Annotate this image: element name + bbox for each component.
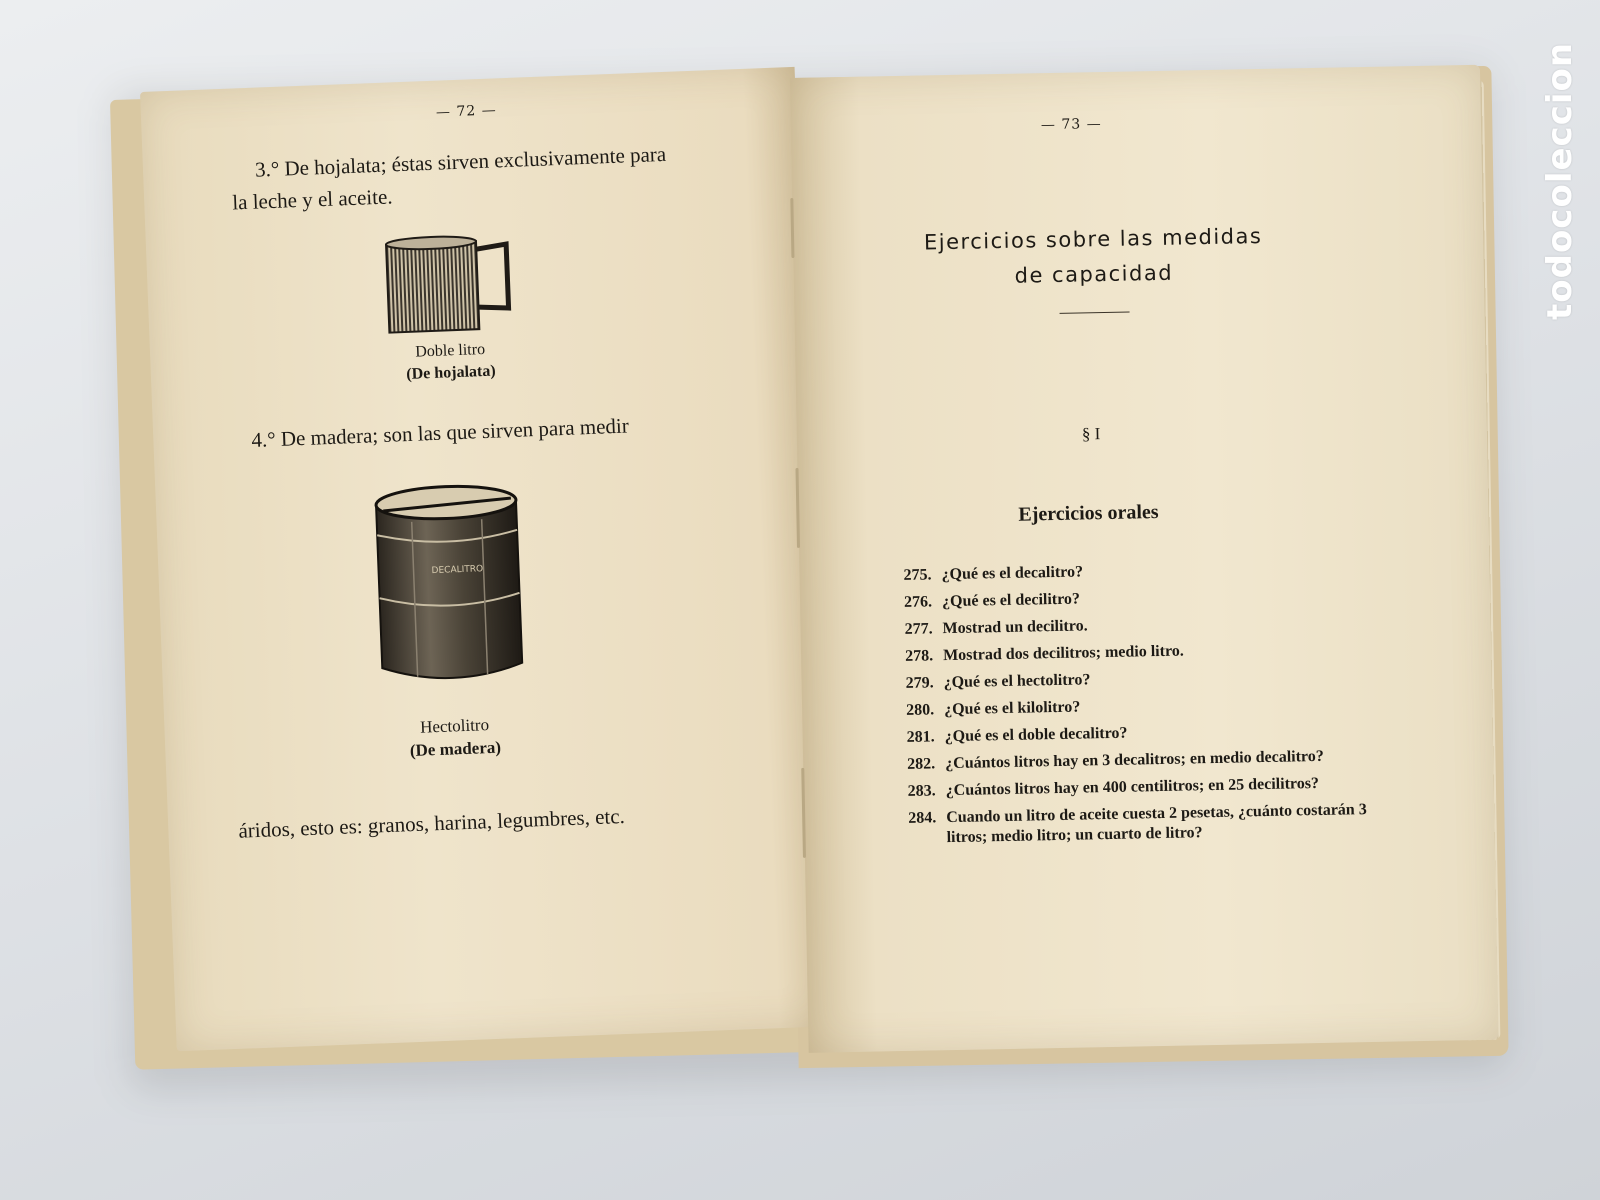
- exercise-text: ¿Cuántos litros hay en 3 decalitros; en medio decalitro?: [945, 747, 1324, 773]
- exercise-number: 284.: [908, 809, 937, 827]
- exercise-text: ¿Qué es el decalitro?: [941, 563, 1084, 584]
- tin-mug-illustration: [378, 228, 522, 343]
- fig2-caption-1: Hectolitro: [419, 715, 490, 737]
- fig2-caption-2: (De madera): [409, 737, 502, 761]
- closing-line: áridos, esto es: granos, harina, legumbres, etc.: [237, 803, 626, 843]
- exercise-text: Mostrad dos decilitros; medio litro.: [942, 642, 1184, 665]
- barrel-stamp: DECALITRO: [431, 564, 484, 577]
- list-item: [870, 611, 1390, 641]
- exercise-text: ¿Qué es el kilolitro?: [943, 698, 1081, 719]
- chapter-title-line-1: Ejercicios sobre las medidas: [923, 223, 1263, 255]
- exercise-number: 283.: [907, 782, 936, 800]
- binding-thread: [795, 468, 800, 548]
- list-item: [873, 746, 1393, 776]
- exercise-text: ¿Cuántos litros hay en 400 centilitros; en 25 decilitros?: [945, 774, 1320, 800]
- page-number-right: — 73 —: [1040, 116, 1102, 134]
- chapter-title-line-2: de capacidad: [1014, 260, 1174, 288]
- list-item: [870, 584, 1390, 614]
- watermark-logo: todocoleccion: [1540, 41, 1580, 320]
- fig1-caption-1: Doble litro: [414, 340, 486, 361]
- list-item: [871, 665, 1391, 695]
- page-number-left: — 72 —: [435, 102, 497, 121]
- section-mark: § I: [1081, 424, 1101, 444]
- list-item: [873, 719, 1393, 749]
- right-page: [790, 65, 1499, 1053]
- exercise-text: Mostrad un decilitro.: [942, 617, 1088, 638]
- exercise-text: ¿Qué es el decilitro?: [941, 590, 1081, 611]
- exercise-number: 276.: [903, 593, 933, 611]
- exercise-number: 275.: [903, 566, 932, 584]
- exercise-number: 278.: [904, 647, 934, 665]
- item-4: 4.° De madera; son las que sirven para medir: [250, 413, 630, 452]
- exercise-number: 277.: [904, 620, 933, 638]
- exercise-list: [869, 557, 1394, 857]
- list-item: [871, 638, 1391, 668]
- item-3-line-2: la leche y el aceite.: [231, 184, 393, 215]
- binding-thread: [801, 768, 806, 858]
- exercise-number: 280.: [905, 701, 935, 719]
- list-item: [874, 773, 1394, 803]
- list-item: [869, 557, 1389, 587]
- wooden-hectoliter-illustration: [360, 477, 538, 688]
- item-3-line-1: 3.° De hojalata; éstas sirven exclusivamente para: [254, 141, 667, 182]
- exercise-text: Cuando un litro de aceite cuesta 2 pesetas, ¿cuánto costarán 3 litros; medio litro; un cuarto de litro?: [946, 801, 1367, 847]
- binding-thread: [790, 198, 794, 258]
- exercise-number: 279.: [905, 674, 934, 692]
- fig1-caption-2: (De hojalata): [406, 362, 496, 383]
- exercise-number: 281.: [906, 728, 935, 746]
- exercise-text: ¿Qué es el hectolitro?: [943, 671, 1091, 692]
- title-divider: [1060, 312, 1130, 314]
- exercise-number: 282.: [907, 755, 936, 773]
- list-item: [874, 800, 1395, 850]
- left-page: [140, 67, 831, 1051]
- section-subtitle: Ejercicios orales: [1018, 501, 1159, 526]
- exercise-text: ¿Qué es el doble decalitro?: [944, 724, 1128, 746]
- list-item: [872, 692, 1392, 722]
